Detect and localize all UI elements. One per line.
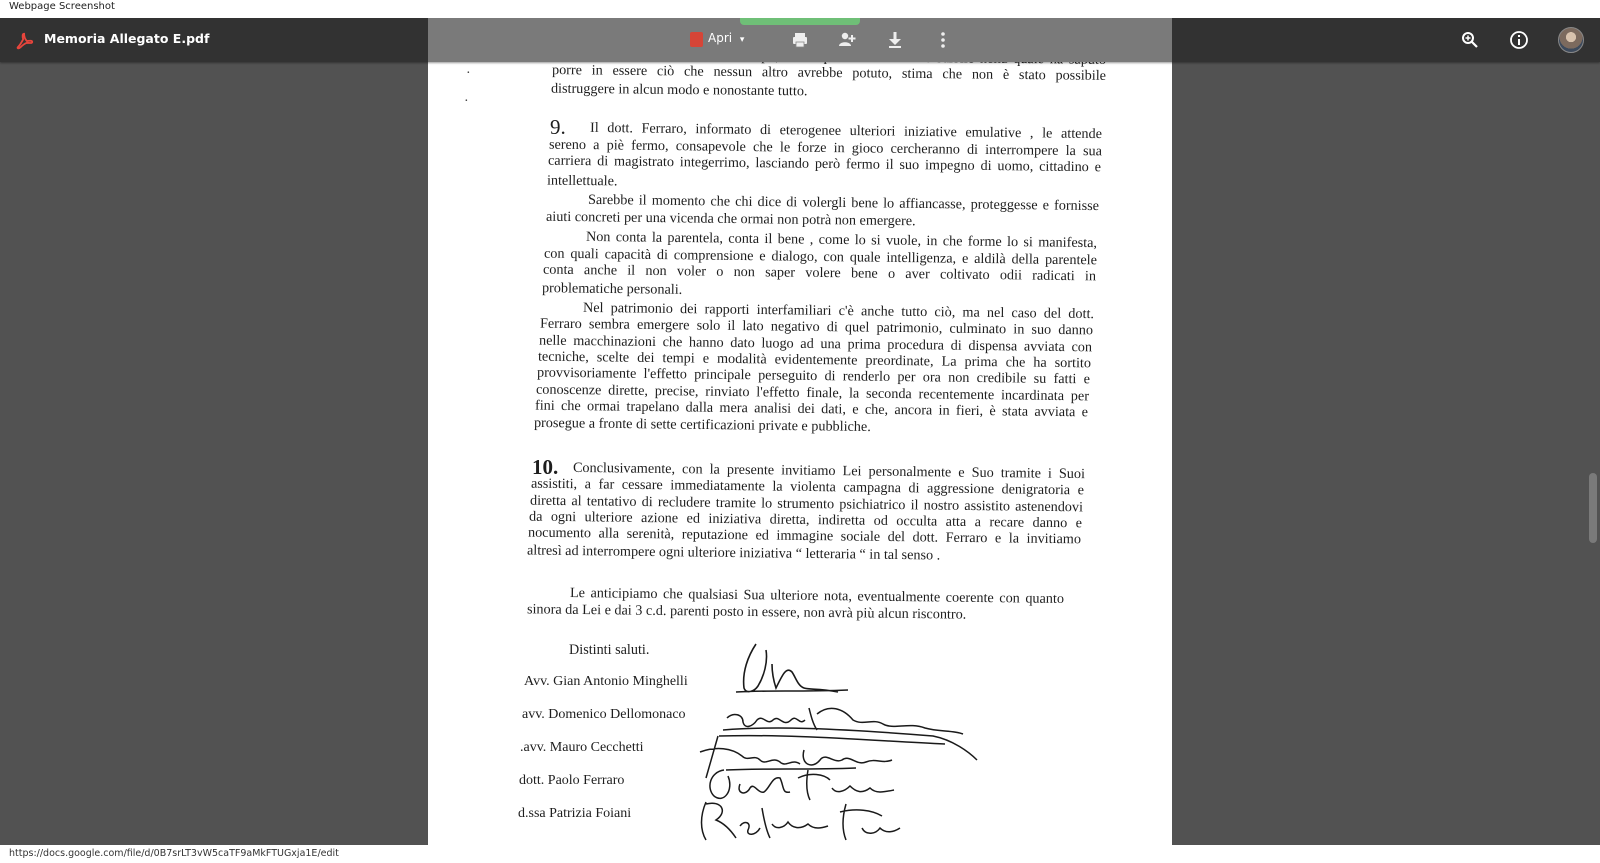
doc-line: conta anche il non voler o non saper volere bene o aver coltivato odii radicati in — [542, 261, 1097, 285]
download-icon[interactable] — [885, 30, 905, 50]
doc-line: problematiche personali. — [541, 280, 683, 298]
margin-dot: · — [466, 66, 471, 81]
doc-line: diretta al tentativo di recludere tramite lo strumento psichiatrico il nostro assistito astenendovi — [529, 492, 1084, 516]
info-icon[interactable] — [1509, 30, 1529, 50]
doc-line: aiuti concreti per una vicenda che ormai non potrà non emergere. — [545, 208, 916, 230]
doc-line: porre in essere ciò che nessun altro avrebbe potuto, stima che non è stato possibile — [551, 62, 1107, 84]
doc-line: Non conta la parentela, conta il bene , come lo si vuole, in che forme lo si manifesta, — [585, 228, 1098, 252]
signatory-name: avv. Domenico Dellomonaco — [522, 707, 686, 722]
doc-line: assistiti, a far cessare immediatamente la violenta campagna di aggressione denigratoria e — [530, 475, 1085, 499]
status-url: https://docs.google.com/file/d/0B7srLT3vW5caTF9aMkFTUGxja1E/edit — [0, 845, 1600, 863]
chevron-down-icon: ▾ — [739, 35, 745, 45]
doc-line: Il dott. Ferraro, informato di eterogenee ulteriori iniziative emulative , le attende — [589, 119, 1103, 143]
signatory-name: .avv. Mauro Cecchetti — [520, 740, 644, 755]
doc-line: provvisoriamente l'effetto principale perseguito di renderlo per ora non credibile su fatti e — [536, 364, 1091, 388]
doc-line: nocumento alla serenità, reputazione ed immagine sociale del dott. Ferraro e la invitiamo — [527, 524, 1082, 548]
doc-line: sinora da Lei e dai 3 c.d. parenti posto in essere, non avrà più alcun riscontro. — [526, 601, 967, 623]
doc-line: Conclusivamente, con la presente invitiamo Lei personalmente e Suo tramite i Suoi — [572, 459, 1086, 483]
browser-caption: Webpage Screenshot — [0, 0, 1600, 18]
avatar[interactable] — [1558, 27, 1584, 53]
doc-line: carriera di magistrato integerrimo, lasciando però fermo il suo impegno di uomo, cittadino e — [547, 152, 1102, 176]
pdf-page — [428, 18, 1172, 845]
doc-line: Le anticipiamo che qualsiasi Sua ulteriore nota, eventualmente coerente con quanto — [569, 584, 1065, 608]
doc-line: Nel patrimonio dei rapporti interfamiliari c'è anche tutto ciò, ma nel caso del dott. — [582, 299, 1095, 323]
print-icon[interactable] — [790, 30, 810, 50]
doc-line: fini che ormai trapelano dalla mera analisi dei dati, e che, ancora in fieri, è stata avviata e — [534, 397, 1089, 421]
document-title: Memoria Allegato E.pdf — [44, 31, 210, 46]
pdf-icon — [16, 32, 34, 50]
doc-line: sereno a piè fermo, consapevole che le forze in gioco cercheranno di interrompere la sua — [548, 136, 1103, 160]
doc-line: conoscenze dirette, precise, rinviato l'effetto finale, la seconda recentemente incardinata per — [535, 381, 1090, 405]
signatory-name: Avv. Gian Antonio Minghelli — [524, 674, 688, 689]
doc-line: distruggere in alcun modo e nonostante tutto. — [550, 80, 808, 100]
pdf-viewer[interactable] — [0, 18, 1600, 845]
section-number: 9. — [550, 115, 566, 139]
open-button[interactable] — [690, 31, 744, 49]
zoom-icon[interactable] — [1460, 30, 1480, 50]
apri-logo-icon — [690, 32, 703, 47]
signature-minghelli — [728, 642, 888, 702]
signature-foiani — [696, 798, 906, 845]
doc-line: Ferraro sembra emergere solo il lato negativo di quel patrimonio, culminato in suo danno — [539, 315, 1094, 339]
doc-line: nelle macchinazioni che hanno dato luogo ad una prima procedura di dispensa avviata con — [538, 332, 1093, 356]
closing-greeting: Distinti saluti. — [569, 642, 650, 658]
open-with-tab[interactable] — [740, 18, 860, 25]
doc-line: altresì ad interrompere ogni ulteriore iniziativa “ letteraria “ in tal senso . — [526, 542, 941, 564]
open-button-label: Apri — [708, 31, 733, 45]
doc-line: Sarebbe il momento che chi dice di volergli bene lo affiancasse, proteggesse e fornisse — [587, 191, 1100, 215]
doc-line: da ogni ulteriore azione ed iniziativa diretta, indiretta od occulta atta a recare danno e — [528, 508, 1083, 532]
doc-line: prosegue a fronte di sette certificazioni private e pubbliche. — [533, 414, 871, 436]
margin-dot: · — [464, 94, 469, 109]
signatory-name: dott. Paolo Ferraro — [519, 773, 625, 788]
more-vert-icon[interactable] — [933, 30, 953, 50]
doc-line: tecniche, scelte dei tempi e modalità evidentemente preordinate, La prima che ha sortito — [537, 348, 1092, 372]
section-number: 10. — [532, 455, 559, 479]
signatory-name: d.ssa Patrizia Foiani — [518, 806, 632, 821]
doc-line: intellettuale. — [546, 172, 618, 190]
scrollbar-thumb[interactable] — [1589, 473, 1597, 543]
doc-line: con quali capacità di comprensione e dialogo, con quale intelligenza, e aldilà della parentele — [543, 245, 1098, 269]
add-people-icon[interactable] — [837, 30, 857, 50]
